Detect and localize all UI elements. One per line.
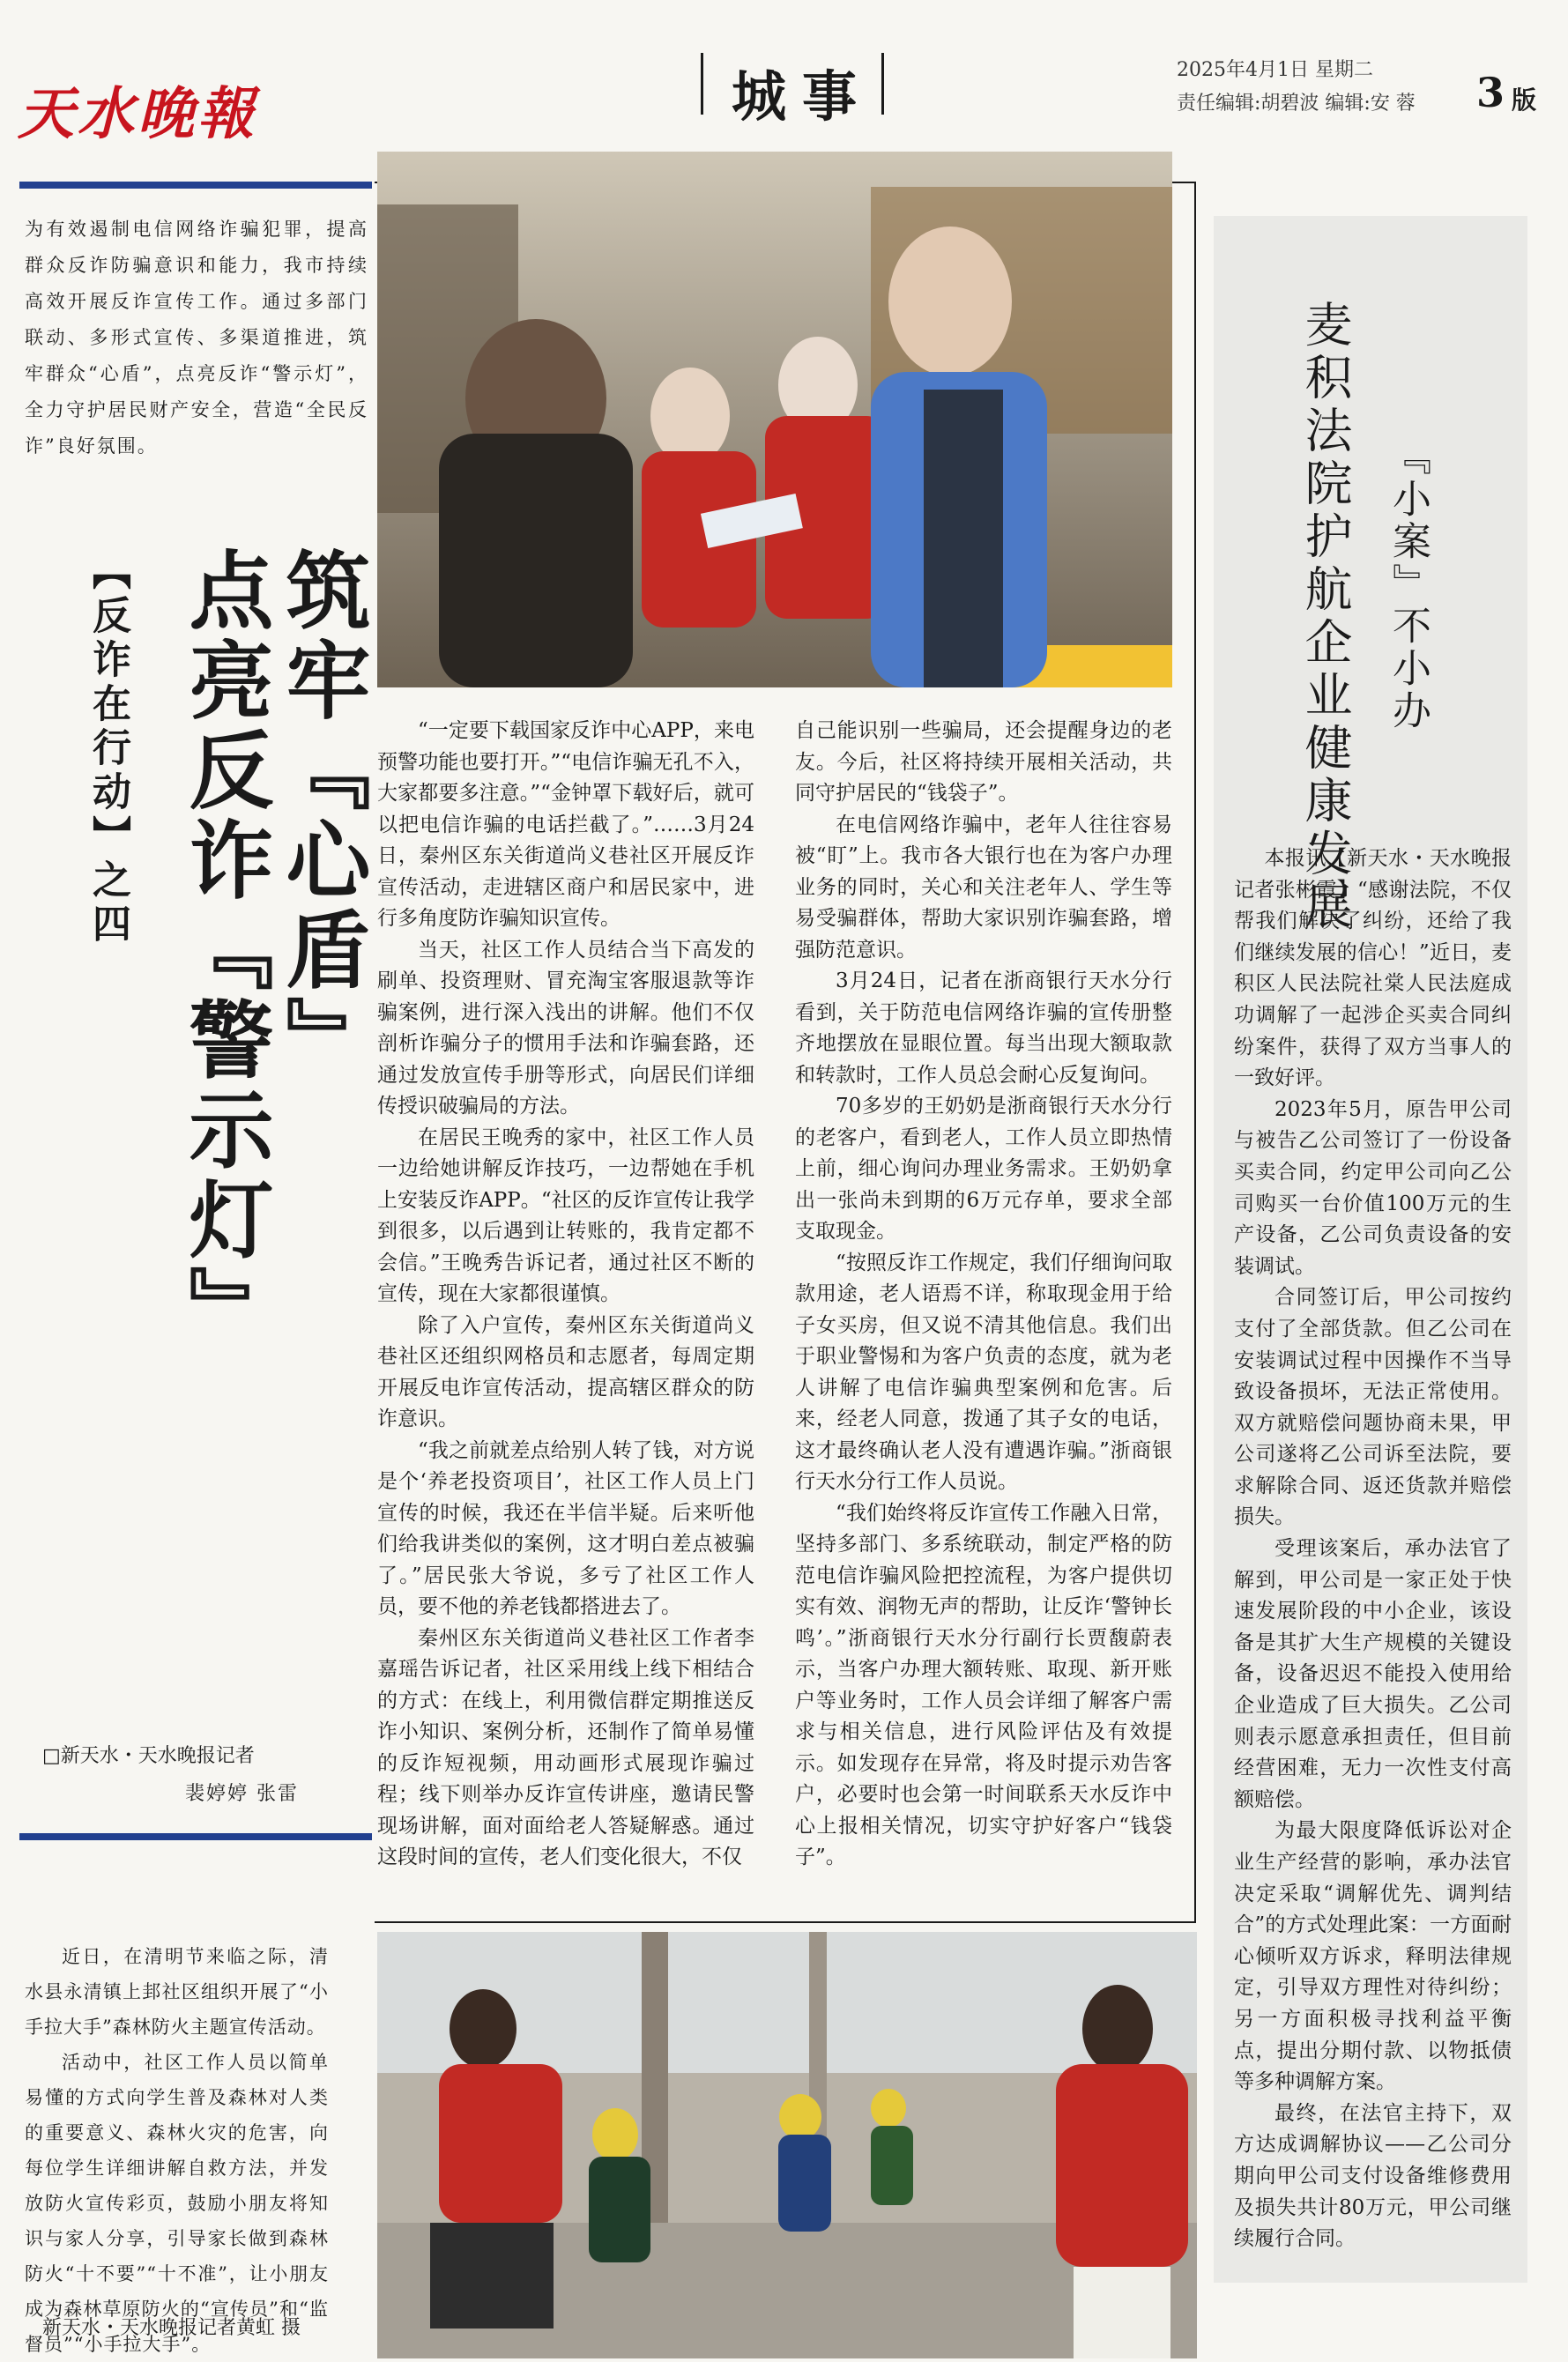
byline-reporters: 裴婷婷 张雷 — [185, 1783, 299, 1805]
paragraph: 近日，在清明节来临之际，清水县永清镇上邽社区组织开展了“小手拉大手”森林防火主题宣传活动。 — [25, 1946, 329, 2038]
header-divider-left — [701, 53, 703, 115]
editors-line: 责任编辑:胡碧波 编辑:安 蓉 — [1177, 93, 1416, 115]
side-story-subtitle: 『小案』不小办 — [1386, 436, 1431, 732]
frame-right — [1194, 182, 1196, 1922]
page-number: 3 — [1476, 69, 1505, 116]
header-divider-right — [881, 53, 884, 115]
main-article-column-2 — [795, 716, 1172, 1874]
paragraph: “一定要下载国家反诈中心APP，来电预警功能也要打开。”“电信诈骗无孔不入，大家都要多注意。”“金钟罩下载好后，就可以把电信诈骗的电话拦截了。”……3月24日，秦州区东关街道尚义巷社区开展反诈宣传活动，走进辖区商户和居民家中，进行多角度防诈骗知识宣传。 — [377, 719, 754, 930]
main-headline — [176, 546, 370, 1356]
paragraph: 在电信网络诈骗中，老年人往往容易被“盯”上。我市各大银行也在为客户办理业务的同时，关心和关注老年人、学生等易受骗群体，帮助大家识别诈骗套路，增强防范意识。 — [795, 813, 1172, 962]
paragraph: “按照反诈工作规定，我们仔细询问取款用途，老人语焉不详，称取现金用于给子女买房，但又说不清其他信息。我们出于职业警惕和为客户负责的态度，就为老人讲解了电信诈骗典型案例和危害。后来，经老人同意，拨通了其子女的电话，这才最终确认老人没有遭遇诈骗。”浙商银行天水分行工作人员说。 — [795, 1251, 1172, 1493]
paragraph: “我们始终将反诈宣传工作融入日常，坚持多部门、多系统联动，制定严格的防范电信诈骗风险把控流程，为客户提供切实有效、润物无声的帮助，让反诈‘警钟长鸣’。”浙商银行天水分行副行长贾馥蔚表示，当客户办理大额转账、取现、新开账户等业务时，工作人员会详细了解客户需求与相关信息，进行风险评估及有效提示。如发现存在异常，将及时提示劝告客户，必要时也会第一时间联系天水反诈中心上报相关情况，切实守护好客户“钱袋子”。 — [795, 1501, 1172, 1868]
photo-story-text — [25, 1939, 329, 2362]
side-story-title: 麦积法院护航企业健康发展 — [1297, 300, 1353, 934]
frame-bottom — [375, 1921, 1196, 1923]
side-story-body — [1234, 843, 1512, 2255]
paragraph: 活动中，社区工作人员以简单易懂的方式向学生普及森林对人类的重要意义、森林火灾的危害，向每位学生详细讲解自救方法，并发放防火宣传彩页，鼓励小朋友将知识与家人分享，引导家长做到森林防火“十不要”“十不准”，让小朋友成为森林草原防火的“宣传员”和“监督员”“小手拉大手”。 — [25, 2052, 329, 2355]
series-label: 【反诈在行动】之四 — [85, 551, 130, 947]
anti-fraud-shop-photo — [377, 152, 1172, 687]
paragraph: 受理该案后，承办法官了解到，甲公司是一家正处于快速发展阶段的中小企业，该设备是其扩大生产规模的关键设备，设备迟迟不能投入使用给企业造成了巨大损失。乙公司则表示愿意承担责任，但目前经营困难，无力一次性支付高额赔偿。 — [1234, 1537, 1512, 1811]
paragraph: 最终，在法官主持下，双方达成调解协议——乙公司分期向甲公司支付设备维修费用及损失共计80万元，甲公司继续履行合同。 — [1234, 2101, 1512, 2251]
paragraph: 除了入户宣传，秦州区东关街道尚义巷社区还组织网格员和志愿者，每周定期开展反电诈宣传活动，提高辖区群众的防诈意识。 — [377, 1313, 754, 1430]
main-intro: 为有效遏制电信网络诈骗犯罪，提高群众反诈防骗意识和能力，我市持续高效开展反诈宣传工作。通过多部门联动、多形式宣传、多渠道推进，筑牢群众“心盾”，点亮反诈“警示灯”，全力守护居民财产安全，营造“全民反诈”良好氛围。 — [25, 219, 368, 457]
page-unit: 版 — [1512, 85, 1537, 115]
byline-agency: □新天水・天水晚报记者 — [42, 1745, 255, 1767]
paragraph: 在居民王晚秀的家中，社区工作人员一边给她讲解反诈技巧，一边帮她在手机上安装反诈APP。“社区的反诈宣传让我学到很多，以后遇到让转账的，我肯定都不会信。”王晚秀告诉记者，通过社区不断的宣传，现在大家都很谨慎。 — [377, 1125, 754, 1305]
photo-credit: 新天水・天水晚报记者黄虹 摄 — [42, 2317, 301, 2339]
paragraph: 本报讯【新天水・天水晚报记者张彬霞】“感谢法院，不仅帮我们解决了纠纷，还给了我们继续发展的信心！”近日，麦积区人民法院社棠人民法庭成功调解了一起涉企买卖合同纠纷案件，获得了双方当事人的一致好评。 — [1234, 847, 1512, 1090]
issue-date: 2025年4月1日 星期二 — [1177, 59, 1373, 81]
section-title: 城事 — [732, 64, 873, 129]
left-accent-bar — [19, 182, 372, 189]
paragraph: 自己能识别一些骗局，还会提醒身边的老友。今后，社区将持续开展相关活动，共同守护居民的“钱袋子”。 — [795, 719, 1172, 805]
paragraph: “我之前就差点给别人转了钱，对方说是个‘养老投资项目’，社区工作人员上门宣传的时候，我还在半信半疑。后来听他们给我讲类似的案例，这才明白差点被骗了。”居民张大爷说，多亏了社区工作人员，要不他的养老钱都搭进去了。 — [377, 1438, 754, 1618]
masthead-logo: 天水晚報 — [18, 81, 257, 147]
paragraph: 2023年5月，原告甲公司与被告乙公司签订了一份设备买卖合同，约定甲公司向乙公司购买一台价值100万元的生产设备，乙公司负责设备的安装调试。 — [1234, 1097, 1512, 1278]
paragraph: 当天，社区工作人员结合当下高发的刷单、投资理财、冒充淘宝客服退款等诈骗案例，进行深入浅出的讲解。他们不仅剖析诈骗分子的惯用手法和诈骗套路，还通过发放宣传手册等形式，向居民们详细传授识破骗局的方法。 — [377, 938, 754, 1118]
main-article-column-1 — [377, 716, 754, 1874]
paragraph: 秦州区东关街道尚义巷社区工作者李嘉瑶告诉记者，社区采用线上线下相结合的方式：在线上，利用微信群定期推送反诈小知识、案例分析，还制作了简单易懂的反诈短视频，用动画形式展现诈骗过程；线下则举办反诈宣传讲座，邀请民警现场讲解，面对面给老人答疑解惑。通过这段时间的宣传，老人们变化很大，不仅 — [377, 1626, 754, 1868]
left-accent-bar-lower — [19, 1833, 372, 1840]
headline-line-1: 筑牢『心盾』 — [272, 546, 372, 1086]
paragraph: 3月24日，记者在浙商银行天水分行看到，关于防范电信网络诈骗的宣传册整齐地摆放在显眼位置。每当出现大额取款和转款时，工作人员总会耐心反复询问。 — [795, 969, 1172, 1087]
fire-prevention-photo — [377, 1932, 1197, 2358]
paragraph: 70多岁的王奶奶是浙商银行天水分行的老客户，看到老人，工作人员立即热情上前，细心询问办理业务需求。王奶奶拿出一张尚未到期的6万元存单，要求全部支取现金。 — [795, 1095, 1172, 1243]
paragraph: 合同签订后，甲公司按约支付了全部货款。但乙公司在安装调试过程中因操作不当导致设备损坏，无法正常使用。双方就赔偿问题协商未果，甲公司遂将乙公司诉至法院，要求解除合同、返还货款并赔偿损失。 — [1234, 1286, 1512, 1529]
paragraph: 为最大限度降低诉讼对企业生产经营的影响，承办法官决定采取“调解优先、调判结合”的方式处理此案：一方面耐心倾听双方诉求，释明法律规定，引导双方理性对待纠纷；另一方面积极寻找利益平衡点，提出分期付款、以物抵债等多种调解方案。 — [1234, 1819, 1512, 2094]
headline-line-2: 点亮反诈『警示灯』 — [175, 546, 275, 1356]
